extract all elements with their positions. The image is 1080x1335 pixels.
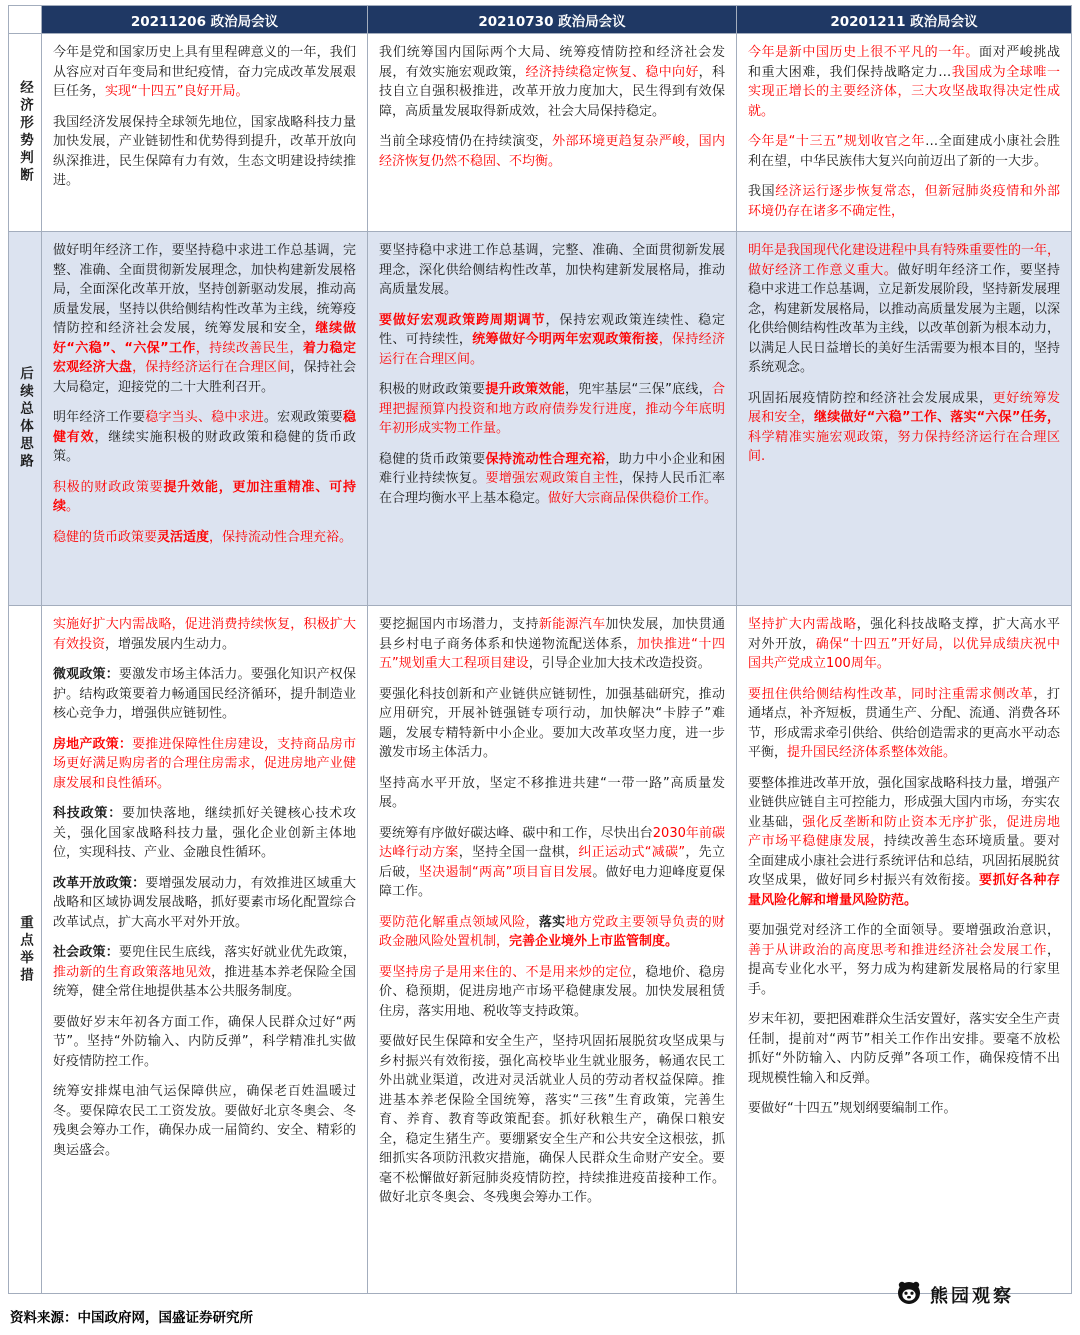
row-key-measures <box>9 606 1072 1294</box>
data-source-note: 资料来源：中国政府网，国盛证券研究所 <box>10 1310 253 1326</box>
cell-approach-20201211: 明年是我国现代化建设进程中具有特殊重要性的一年，做好经济工作意义重大。做好明年经济工作，要坚持稳中求进工作总基调，立足新发展阶段，坚持新发展理念，构建新发展格局，以推动高质量发展为主题，以深化供给侧结构性改革为主线，以改革创新为根本动力，以满足人民日益增长的美好生活需要为根本目的，坚持系统观念。 巩固拓展疫情防控和经济社会发展成果，更好统筹发展和安全，继续做好“六稳”工作、落实“六保”任务，科学精准实施宏观政策，努力保持经济运行在合理区间. <box>737 232 1072 606</box>
header-cell-20201211: 20201211 政治局会议 <box>737 6 1072 34</box>
cell-economic-20210730: 我们统筹国内国际两个大局、统筹疫情防控和经济社会发展，有效实施宏观政策，经济持续稳定恢复、稳中向好，科技自立自强积极推进，改革开放力度加大，民生得到有效保障，高质量发展取得新成效，社会大局保持稳定。 当前全球疫情仍在持续演变，外部环境更趋复杂严峻，国内经济恢复仍然不稳固、不均衡。 <box>368 34 737 232</box>
cell-measures-20210730: 要挖掘国内市场潜力，支持新能源汽车加快发展，加快贯通县乡村电子商务体系和快递物流配送体系，加快推进“十四五”规划重大工程项目建设，引导企业加大技术改造投资。 要强化科技创新和产业链供应链韧性，加强基础研究，推动应用研究，开展补链强链专项行动，加快解决“卡脖子”难题，发展专精特新中小企业。要加大改革攻坚力度，进一步激发市场主体活力。 坚持高水平开放，坚定不移推进共建“一带一路”高质量发展。 要统筹有序做好碳达峰、碳中和工作，尽快出台2030年前碳达峰行动方案，坚持全国一盘棋，纠正运动式“减碳”，先立后破，坚决遏制“两高”项目盲目发展。做好电力迎峰度夏保障工作。 要防范化解重点领域风险，落实地方党政主要领导负责的财政金融风险处置机制，完善企业境外上市监管制度。 要坚持房子是用来住的、不是用来炒的定位，稳地价、稳房价、稳预期，促进房地产市场平稳健康发展。加快发展租赁住房，落实用地、税收等支持政策。 要做好民生保障和安全生产，坚持巩固拓展脱贫攻坚成果与乡村振兴有效衔接，强化高校毕业生就业服务，畅通农民工外出就业渠道，改进对灵活就业人员的劳动者权益保障。推进基本养老保险全国统筹，落实“三孩”生育政策，完善生育、养育、教育等政策配套。抓好秋粮生产，确保口粮安全，稳定生猪生产。要绷紧安全生产和公共安全这根弦，抓细抓实各项防汛救灾措施，确保人民群众生命财产安全。要毫不松懈做好新冠肺炎疫情防控，持续推进疫苗接种工作。做好北京冬奥会、冬残奥会筹办工作。 <box>368 606 737 1294</box>
xiongyuan-watermark <box>896 1280 1014 1310</box>
cell-approach-20211206: 做好明年经济工作，要坚持稳中求进工作总基调，完整、准确、全面贯彻新发展理念，加快构建新发展格局，全面深化改革开放，坚持创新驱动发展，推动高质量发展，坚持以供给侧结构性改革为主线，统筹疫情防控和经济社会发展，统筹发展和安全，继续做好“六稳”、“六保”工作，持续改善民生，着力稳定宏观经济大盘，保持经济运行在合理区间，保持社会大局稳定，迎接党的二十大胜利召开。 明年经济工作要稳字当头、稳中求进。宏观政策要稳健有效，继续实施积极的财政政策和稳健的货币政策。 积极的财政政策要提升效能，更加注重精准、可持续。 稳健的货币政策要灵活适度，保持流动性合理充裕。 <box>42 232 368 606</box>
panda-logo-icon <box>896 1280 922 1310</box>
politburo-comparison-table <box>8 5 1072 1294</box>
cell-economic-20201211: 今年是新中国历史上很不平凡的一年。面对严峻挑战和重大困难，我们保持战略定力…我国成为全球唯一实现正增长的主要经济体，三大攻坚战取得决定性成就。 今年是“十三五”规划收官之年…全面建成小康社会胜利在望，中华民族伟大复兴向前迈出了新的一大步。 我国经济运行逐步恢复常态，但新冠肺炎疫情和外部环境仍存在诸多不确定性， <box>737 34 1072 232</box>
header-cell-20211206: 20211206 政治局会议 <box>42 6 368 34</box>
row-label-key-measures <box>9 606 42 1294</box>
row-label-text: 后续总体思路 <box>17 366 33 471</box>
row-label-overall-approach <box>9 232 42 606</box>
cell-measures-20211206: 实施好扩大内需战略，促进消费持续恢复，积极扩大有效投资，增强发展内生动力。 微观政策：要激发市场主体活力。要强化知识产权保护。结构政策要着力畅通国民经济循环，提升制造业核心竞争力，增强供应链韧性。 房地产政策：要推进保障性住房建设，支持商品房市场更好满足购房者的合理住房需求，促进房地产业健康发展和良性循环。 科技政策：要加快落地，继续抓好关键核心技术攻关，强化国家战略科技力量，强化企业创新主体地位，实现科技、产业、金融良性循环。 改革开放政策：要增强发展动力，有效推进区域重大战略和区域协调发展战略，抓好要素市场化配置综合改革试点，扩大高水平对外开放。 社会政策：要兜住民生底线，落实好就业优先政策，推动新的生育政策落地见效，推进基本养老保险全国统筹，健全常住地提供基本公共服务制度。 要做好岁末年初各方面工作，确保人民群众过好“两节”。坚持“外防输入、内防反弹”，科学精准扎实做好疫情防控工作。 统筹安排煤电油气运保障供应，确保老百姓温暖过冬。要保障农民工工资发放。要做好北京冬奥会、冬残奥会筹办工作，确保办成一届简约、安全、精彩的奥运盛会。 <box>42 606 368 1294</box>
row-label-text: 重点举措 <box>17 914 33 985</box>
cell-measures-20201211: 坚持扩大内需战略，强化科技战略支撑，扩大高水平对外开放，确保“十四五”开好局，以优异成绩庆祝中国共产党成立100周年。 要扭住供给侧结构性改革，同时注重需求侧改革，打通堵点，补齐短板，贯通生产、分配、流通、消费各环节，形成需求牵引供给、供给创造需求的更高水平动态平衡，提升国民经济体系整体效能。 要整体推进改革开放，强化国家战略科技力量，增强产业链供应链自主可控能力，形成强大国内市场，夯实农业基础，强化反垄断和防止资本无序扩张，促进房地产市场平稳健康发展，持续改善生态环境质量。要对全面建成小康社会进行系统评估和总结，巩固拓展脱贫攻坚成果，做好同乡村振兴有效衔接。要抓好各种存量风险化解和增量风险防范。 要加强党对经济工作的全面领导。要增强政治意识，善于从讲政治的高度思考和推进经济社会发展工作，提高专业化水平，努力成为构建新发展格局的行家里手。 岁末年初，要把困难群众生活安置好，落实安全生产责任制，提前对“两节”相关工作作出安排。要毫不放松抓好“外防输入、内防反弹”各项工作，确保疫情不出现规模性输入和反弹。 要做好“十四五”规划纲要编制工作。 <box>737 606 1072 1294</box>
cell-approach-20210730: 要坚持稳中求进工作总基调，完整、准确、全面贯彻新发展理念，深化供给侧结构性改革，加快构建新发展格局，推动高质量发展。 要做好宏观政策跨周期调节，保持宏观政策连续性、稳定性、可持续性，统筹做好今明两年宏观政策衔接，保持经济运行在合理区间。 积极的财政政策要提升政策效能，兜牢基层“三保”底线，合理把握预算内投资和地方政府债券发行进度，推动今年底明年初形成实物工作量。 稳健的货币政策要保持流动性合理充裕，助力中小企业和困难行业持续恢复。要增强宏观政策自主性，保持人民币汇率在合理均衡水平上基本稳定。做好大宗商品保供稳价工作。 <box>368 232 737 606</box>
header-corner-cell <box>9 6 42 34</box>
row-label-text: 经济形势判断 <box>17 80 33 185</box>
row-economic-situation <box>9 34 1072 232</box>
row-label-economic-situation <box>9 34 42 232</box>
header-cell-20210730: 20210730 政治局会议 <box>368 6 737 34</box>
row-overall-approach <box>9 232 1072 606</box>
table-header-row <box>9 6 1072 34</box>
cell-economic-20211206: 今年是党和国家历史上具有里程碑意义的一年，我们从容应对百年变局和世纪疫情，奋力完成改革发展艰巨任务，实现“十四五”良好开局。 我国经济发展保持全球领先地位，国家战略科技力量加快发展，产业链韧性和优势得到提升，改革开放向纵深推进，民生保障有力有效，生态文明建设持续推进。 <box>42 34 368 232</box>
watermark-text: 熊园观察 <box>930 1286 1014 1307</box>
